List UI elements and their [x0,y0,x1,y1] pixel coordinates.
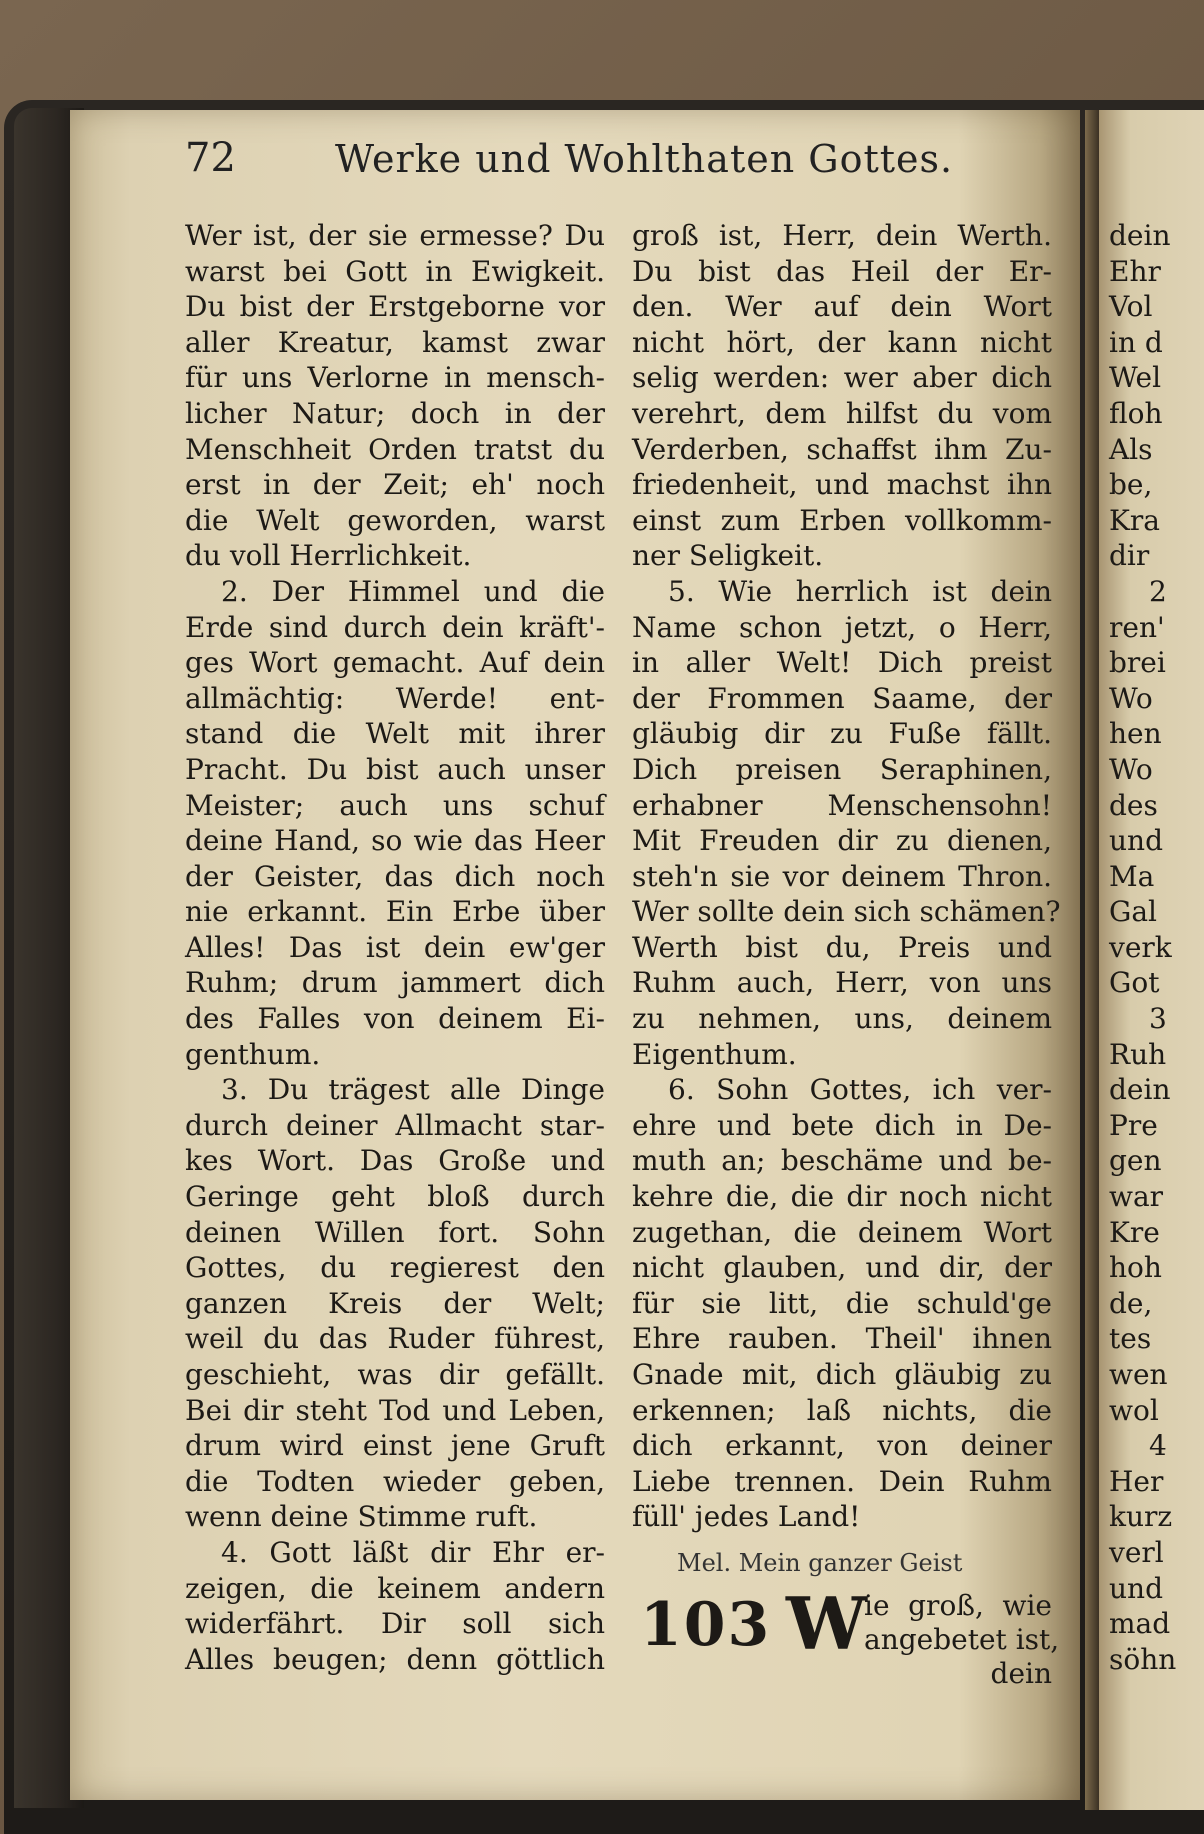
melody-line: Mel. Mein ganzer Geist [677,1548,963,1577]
text-line: allmächtig: Werde! ent- [185,681,605,715]
text-line: einst zum Erben vollkomm- [632,503,1052,537]
fragment-line: Got [1109,966,1160,1000]
text-line: 6. Sohn Gottes, ich ver- [668,1073,1052,1107]
text-line: für uns Verlorne in mensch- [185,361,605,395]
fragment-line: Gal [1109,895,1158,929]
text-line: der Geister, das dich noch [185,859,605,893]
text-line: verehrt, dem hilfst du vom [632,396,1052,430]
text-line: in aller Welt! Dich preist [632,646,1052,680]
text-line: der Frommen Saame, der [632,681,1052,715]
fragment-line: dir [1109,539,1150,573]
fragment-line: verk [1109,930,1172,964]
text-line: nicht glauben, und dir, der [632,1251,1052,1285]
text-line: licher Natur; doch in der [185,396,605,430]
fragment-line: Als [1109,432,1153,466]
text-line: Eigenthum. [632,1037,797,1071]
text-line: Liebe trennen. Dein Ruhm [632,1464,1052,1498]
drop-initial: W [786,1580,867,1666]
fragment-line: gen [1109,1144,1162,1178]
fragment-line: war [1109,1180,1164,1214]
fragment-line: verl [1109,1535,1164,1569]
fragment-line: hoh [1109,1251,1162,1285]
fragment-line: Ehr [1109,254,1161,288]
hymn-line: ie groß, wie [864,1588,1052,1622]
fragment-line: Ma [1109,859,1155,893]
text-line: erhabner Menschensohn! [632,788,1052,822]
text-line: für sie litt, die schuld'ge [632,1286,1052,1320]
fragment-line: Kre [1109,1215,1160,1249]
text-line: Ruhm auch, Herr, von uns [632,966,1052,1000]
fragment-line: des [1109,788,1158,822]
text-line: 3. Du trägest alle Dinge [221,1073,605,1107]
text-line: Name schon jetzt, o Herr, [632,610,1052,644]
fragment-line: Her [1109,1464,1164,1498]
text-line: deine Hand, so wie das Heer [185,824,605,858]
text-line: die Todten wieder geben, [185,1464,605,1498]
text-line: durch deiner Allmacht star- [185,1108,605,1142]
text-line: dich erkannt, von deiner [632,1429,1052,1463]
text-line: du voll Herrlichkeit. [185,539,472,573]
text-line: muth an; beschäme und be- [632,1144,1052,1178]
text-line: ges Wort gemacht. Auf dein [185,646,605,680]
text-line: Alles beugen; denn göttlich [185,1642,605,1676]
text-line: gläubig dir zu Fuße fällt. [632,717,1052,751]
text-line: Werth bist du, Preis und [632,930,1052,964]
fragment-line: Ruh [1109,1037,1167,1071]
text-line: warst bei Gott in Ewigkeit. [185,254,605,288]
hymn-number: 103 [640,1589,772,1660]
text-line: des Falles von deinem Ei- [185,1002,605,1036]
fragment-line: floh [1109,396,1163,430]
fragment-line: Wo [1109,752,1153,786]
fragment-line: be, [1109,468,1153,502]
text-line: zeigen, die keinem andern [185,1571,605,1605]
left-text-column [185,218,605,1677]
text-line: stand die Welt mit ihrer [185,717,605,751]
fragment-line: Vol [1109,290,1153,324]
fragment-line: kurz [1109,1500,1173,1534]
text-line: genthum. [185,1037,321,1071]
text-line: geschieht, was dir gefällt. [185,1358,605,1391]
text-line: zugethan, die deinem Wort [632,1215,1052,1249]
next-page-text [1109,218,1204,1677]
text-line: Mit Freuden dir zu dienen, [632,824,1052,858]
text-line: 2. Der Himmel und die [221,574,605,608]
text-line: den. Wer auf dein Wort [632,290,1052,324]
text-line: Ruhm; drum jammert dich [185,966,605,1000]
text-line: selig werden: wer aber dich [632,361,1052,395]
text-line: Gnade mit, dich gläubig zu [632,1358,1052,1391]
text-line: Alles! Das ist dein ew'ger [185,930,605,964]
book-gutter [1085,110,1099,1810]
text-line: deinen Willen fort. Sohn [185,1215,605,1249]
fragment-line: wen [1109,1358,1168,1391]
page-header [185,135,1065,195]
text-line: weil du das Ruder führest, [185,1322,605,1356]
fragment-line: hen [1109,717,1162,751]
text-line: Gottes, du regierest den [185,1251,605,1285]
text-line: groß ist, Herr, dein Werth. [632,219,1052,252]
right-text-column [632,218,1061,1697]
text-line: Meister; auch uns schuf [185,788,605,822]
fragment-line: mad [1109,1607,1171,1641]
fragment-line: Wel [1109,361,1162,395]
text-line: Erde sind durch dein kräft'- [185,610,605,644]
text-line: Verderben, schaffst ihm Zu- [632,432,1052,466]
text-line: Geringe geht bloß durch [185,1180,605,1214]
text-line: widerfährt. Dir soll sich [185,1607,605,1641]
text-line: kehre die, die dir noch nicht [632,1180,1052,1214]
text-line: ner Seligkeit. [632,539,824,573]
text-line: Du bist der Erstgeborne vor [185,290,605,324]
text-line: ganzen Kreis der Welt; [185,1286,605,1320]
text-line: Bei dir steht Tod und Leben, [185,1393,605,1427]
hymn-start [632,1580,1060,1697]
text-line: wenn deine Stimme ruft. [185,1500,538,1534]
text-line: ehre und bete dich in De- [632,1108,1052,1142]
text-line: aller Kreatur, kamst zwar [185,325,605,359]
text-line: nie erkannt. Ein Erbe über [185,895,605,929]
text-line: erst in der Zeit; eh' noch [185,468,605,502]
text-line: friedenheit, und machst ihn [632,468,1052,502]
fragment-line: 3 [1149,1002,1167,1036]
fragment-line: Pre [1109,1108,1158,1142]
fragment-line: dein [1109,1073,1171,1107]
text-line: Du bist das Heil der Er- [632,254,1052,288]
fragment-line: de, [1109,1286,1153,1320]
text-line: Ehre rauben. Theil' ihnen [632,1322,1052,1356]
fragment-line: und [1109,824,1163,858]
hymn-line: dein [990,1656,1052,1690]
text-line: nicht hört, der kann nicht [632,325,1052,359]
text-line: drum wird einst jene Gruft [185,1429,605,1463]
fragment-line: ren' [1109,610,1165,644]
text-line: Dich preisen Seraphinen, [632,752,1052,786]
text-line: kes Wort. Das Große und [185,1144,605,1178]
right-page-fragment [1099,110,1204,1810]
running-title: Werke und Wohlthaten Gottes. [335,137,954,181]
text-line: Menschheit Orden tratst du [185,432,605,466]
fragment-line: dein [1109,219,1171,252]
text-line: Pracht. Du bist auch unser [185,752,605,786]
fragment-line: und [1109,1571,1163,1605]
hymn-first-lines [864,1588,1060,1691]
text-line: füll' jedes Land! [632,1500,861,1534]
text-line: erkennen; laß nichts, die [632,1393,1052,1427]
text-line: 4. Gott läßt dir Ehr er- [221,1535,605,1569]
fragment-line: söhn [1109,1642,1177,1676]
text-line: zu nehmen, uns, deinem [632,1002,1052,1036]
text-line: Wer ist, der sie ermesse? Du [185,219,605,252]
fragment-line: 4 [1149,1429,1167,1463]
text-line: 5. Wie herrlich ist dein [668,574,1052,608]
fragment-line: Wo [1109,681,1153,715]
hymn-line: angebetet ist, [864,1622,1060,1656]
fragment-line: brei [1109,646,1166,680]
fragment-line: tes [1109,1322,1152,1356]
text-line: die Welt geworden, warst [185,503,605,537]
text-line: steh'n sie vor deinem Thron. [632,859,1052,893]
fragment-line: Kra [1109,503,1160,537]
page-number: 72 [185,135,236,181]
fragment-line: wol [1109,1393,1159,1427]
fragment-line: in d [1109,325,1163,359]
text-line: Wer sollte dein sich schämen? [632,895,1061,929]
fragment-line: 2 [1149,574,1167,608]
